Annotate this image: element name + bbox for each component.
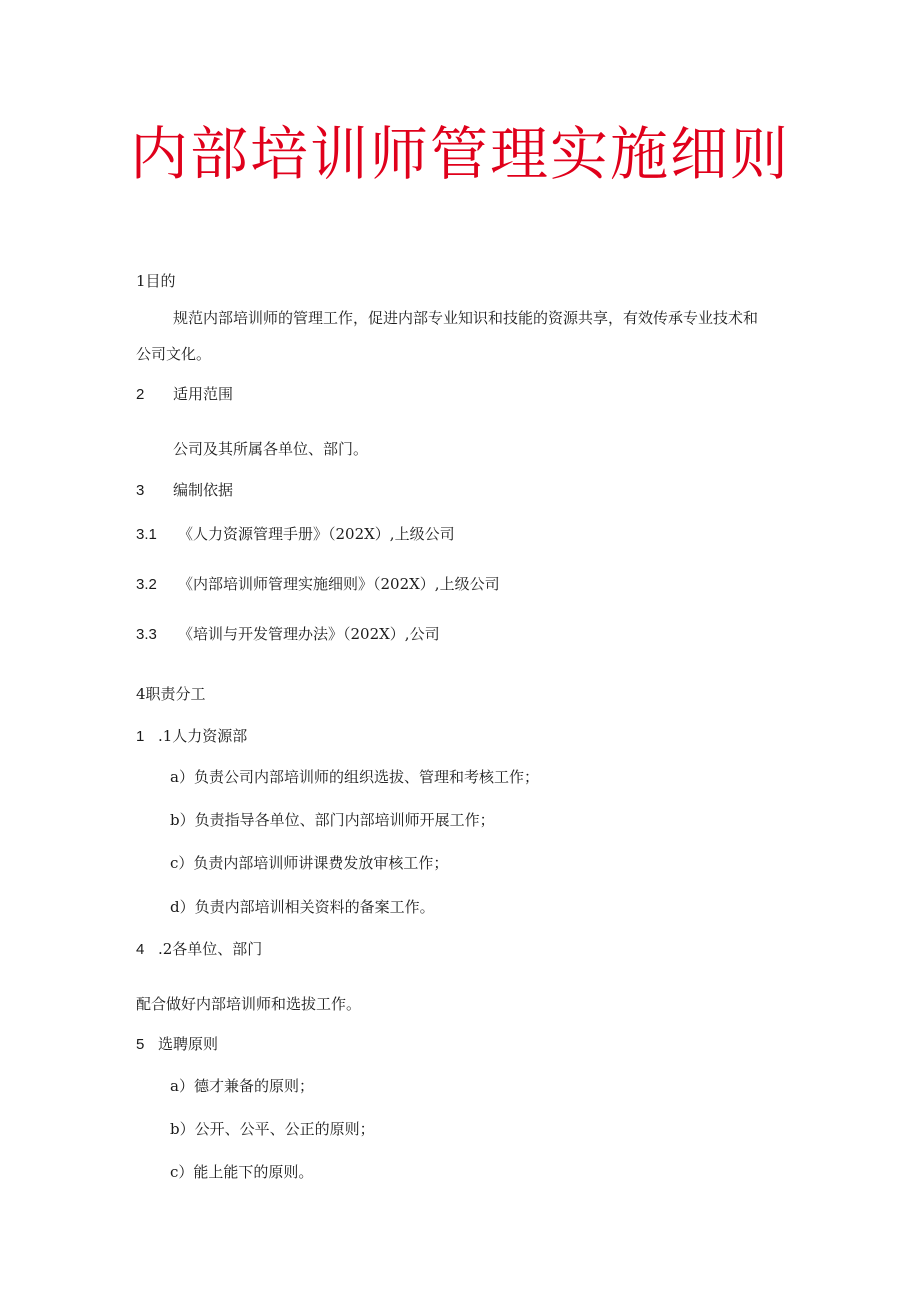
section-2-paragraph: 公司及其所属各单位、部门。 <box>173 440 369 458</box>
section-3-item-1-text: 《人力资源管理手册》（202X）,上级公司 <box>178 525 455 543</box>
section-1-heading: 1目的 <box>136 272 176 290</box>
section-3-item-2-text: 《内部培训师管理实施细则》（202X）,上级公司 <box>178 575 500 593</box>
section-3-number: 3 <box>136 482 145 499</box>
section-3-item-2-number: 3.2 <box>136 576 157 593</box>
section-4-2-heading: .2各单位、部门 <box>158 940 263 958</box>
section-3-heading: 编制依据 <box>173 481 234 499</box>
section-4-1-number: 1 <box>136 728 145 745</box>
section-1-paragraph-line-2: 公司文化。 <box>136 345 212 363</box>
section-4-1-item-a: a）负责公司内部培训师的组织选拔、管理和考核工作； <box>170 768 539 786</box>
section-4-2-number: 4 <box>136 941 145 958</box>
section-5-item-a: a）德才兼备的原则； <box>170 1077 314 1095</box>
section-3-item-3-number: 3.3 <box>136 626 157 643</box>
section-4-1-item-b: b）负责指导各单位、部门内部培训师开展工作； <box>170 811 495 829</box>
section-4-2-paragraph: 配合做好内部培训师和选拔工作。 <box>136 995 362 1013</box>
section-2-heading: 适用范围 <box>173 385 234 403</box>
section-4-1-item-d: d）负责内部培训相关资料的备案工作。 <box>170 898 435 916</box>
document-title: 内部培训师管理实施细则 <box>129 120 790 188</box>
section-3-item-3-text: 《培训与开发管理办法》（202X）,公司 <box>178 625 440 643</box>
section-4-1-heading: .1人力资源部 <box>158 727 248 745</box>
section-2-number: 2 <box>136 386 145 403</box>
section-4-1-item-c: c）负责内部培训师讲课费发放审核工作； <box>170 854 449 872</box>
section-5-number: 5 <box>136 1036 145 1053</box>
section-5-heading: 选聘原则 <box>158 1035 219 1053</box>
section-3-item-1-number: 3.1 <box>136 526 157 543</box>
section-1-paragraph-line-1: 规范内部培训师的管理工作，促进内部专业知识和技能的资源共享，有效传承专业技术和 <box>173 309 759 327</box>
section-4-heading: 4职责分工 <box>136 685 206 703</box>
section-5-item-c: c）能上能下的原则。 <box>170 1163 314 1181</box>
section-5-item-b: b）公开、公平、公正的原则； <box>170 1120 375 1138</box>
